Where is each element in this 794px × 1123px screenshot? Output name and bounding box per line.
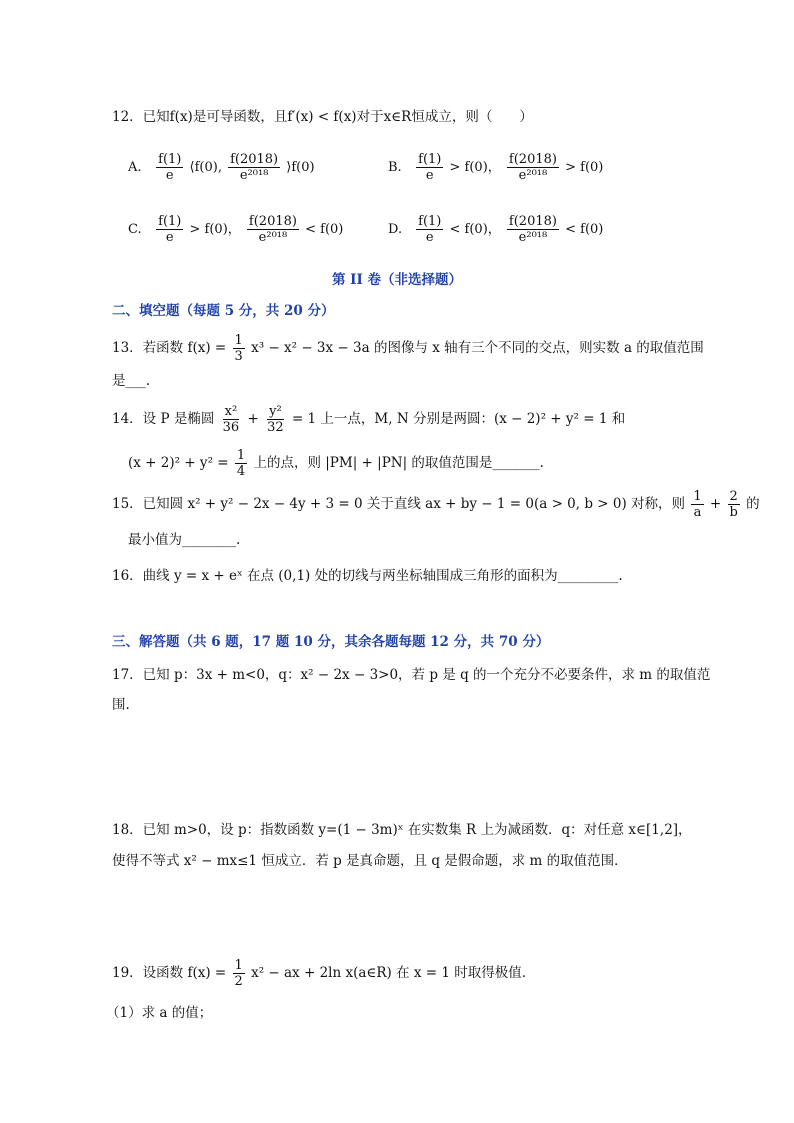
fraction: $\frac{f(2018)}{\text{e²⁰¹⁸}}$ <box>508 152 557 183</box>
fraction: $\frac{f(1)}{e}$ <box>418 152 442 183</box>
fraction: $\frac{2}{b}$ <box>729 489 738 520</box>
q14-line2: (x + 2)² + y² = $\frac{1}{4}$ 上的点，则 |PM| + |PN| 的取值范围是_______. <box>128 448 544 479</box>
fraction: $\frac{f(2018)}{\text{e²⁰¹⁸}}$ <box>248 214 297 245</box>
q19-sub1: （1）求 a 的值； <box>106 1005 213 1021</box>
fraction: $\frac{1}{a}$ <box>693 489 702 520</box>
q19-line1: 19．设函数 f(x) = $\frac{1}{2}$ x² − ax + 2ln x(a∈R) 在 x = 1 时取得极值． <box>112 958 536 989</box>
q15-line1: 15．已知圆 x² + y² − 2x − 4y + 3 = 0 关于直线 ax + by − 1 = 0(a > 0, b > 0) 对称，则 $\frac{1}{a}$ + $\frac{2}{b}$ 的 <box>112 489 760 520</box>
q13-line1: 13．若函数 f(x) = $\frac{1}{3}$ x³ − x² − 3x − 3a 的图像与 x 轴有三个不同的交点，则实数 a 的取值范围 <box>112 333 704 364</box>
solve-header: 三、解答题（共 6 题，17 题 10 分，其余各题每题 12 分，共 70 分） <box>112 634 550 650</box>
fraction: $\frac{f(2018)}{\text{e²⁰¹⁸}}$ <box>508 214 557 245</box>
fraction: $\frac{f(1)}{e}$ <box>418 214 442 245</box>
q12-option-c: C. $\frac{f(1)}{e}$ > f(0)， $\frac{f(2018)}{\text{e²⁰¹⁸}}$ < f(0) <box>128 214 344 245</box>
q17-line1: 17．已知 p：3x + m<0，q：x² − 2x − 3>0，若 p 是 q 的一个充分不必要条件，求 m 的取值范 <box>112 667 711 683</box>
fraction: $\frac{1}{4}$ <box>236 448 246 479</box>
q18-line2: 使得不等式 x² − mx≤1 恒成立．若 p 是真命题，且 q 是假命题，求 m 的取值范围． <box>112 853 628 869</box>
q15-line2: 最小值为________. <box>128 532 241 548</box>
q12-option-a: A. $\frac{f(1)}{e}$ ⟨f(0), $\frac{f(2018)}{\text{e²⁰¹⁸}}$ ⟩f(0) <box>128 152 315 183</box>
fraction: $\frac{f(2018)}{\text{e²⁰¹⁸}}$ <box>230 152 279 183</box>
q14-line1: 14．设 P 是椭圆 $\frac{\text{x²}}{36}$ + $\frac{\text{y²}}{32}$ = 1 上一点，M, N 分别是两圆：(x − 2)² + y² = 1 和 <box>112 404 626 435</box>
section-title: 第 II 卷（非选择题） <box>331 272 463 288</box>
fraction: $\frac{1}{2}$ <box>234 958 243 989</box>
fraction: $\frac{f(1)}{e}$ <box>158 214 182 245</box>
q12-option-b: B. $\frac{f(1)}{e}$ > f(0)， $\frac{f(2018)}{\text{e²⁰¹⁸}}$ > f(0) <box>388 152 604 183</box>
q17-line2: 围. <box>112 697 130 713</box>
fraction: $\frac{f(1)}{e}$ <box>158 152 182 183</box>
q13-line2: 是___. <box>112 373 151 389</box>
fraction: $\frac{\text{x²}}{36}$ <box>222 404 240 435</box>
q12-option-d: D. $\frac{f(1)}{e}$ < f(0)， $\frac{f(2018)}{\text{e²⁰¹⁸}}$ < f(0) <box>388 214 604 245</box>
fraction: $\frac{\text{y²}}{32}$ <box>267 404 284 435</box>
q12-stem: 12．已知f(x)是可导函数，且f′(x) < f(x)对于x∈R恒成立，则（ ） <box>112 109 533 125</box>
fill-in-header: 二、填空题（每题 5 分，共 20 分） <box>112 303 335 319</box>
q16: 16．曲线 y = x + eˣ 在点 (0,1) 处的切线与两坐标轴围成三角形的面积为_________. <box>112 568 623 584</box>
fraction: $\frac{1}{3}$ <box>234 333 243 364</box>
q18-line1: 18．已知 m>0，设 p：指数函数 y=(1 − 3m)ˣ 在实数集 R 上为减函数．q：对任意 x∈[1,2]， <box>112 822 692 838</box>
